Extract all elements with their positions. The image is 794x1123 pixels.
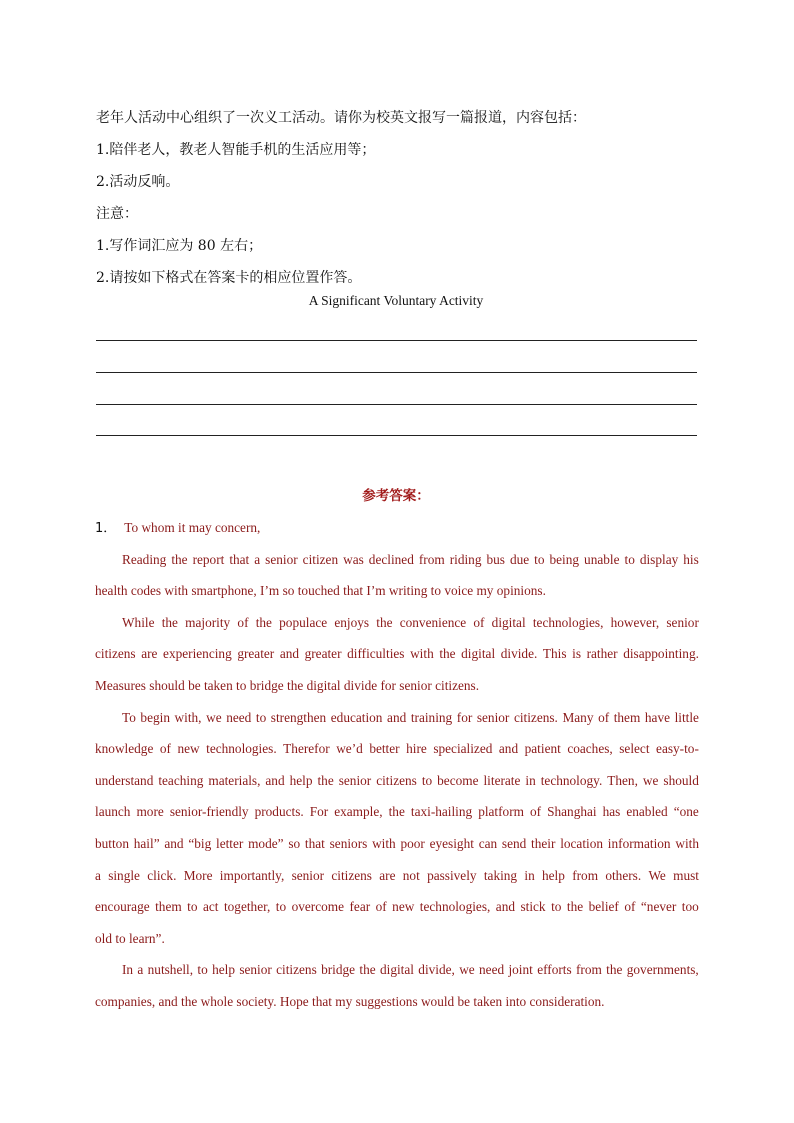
answer-line: a single click. More importantly, senior citizens are not passively taking in help from others. We must	[95, 867, 699, 883]
task-point-2: 2.活动反响。	[96, 174, 180, 190]
question-number: 1．	[95, 521, 117, 536]
reference-answer-heading: 参考答案：	[362, 488, 430, 504]
answer-line: citizens are experiencing greater and greater difficulties with the digital divide. This is rather disappointing.	[95, 646, 699, 662]
note-1: 1.写作词汇应为 80 左右；	[96, 238, 263, 254]
answer-line: companies, and the whole society. Hope that my suggestions would be taken into consideration.	[95, 993, 605, 1009]
salutation: To whom it may concern,	[124, 520, 261, 535]
task-prompt: 老年人活动中心组织了一次义工活动。请你为校英文报写一篇报道，内容包括：	[96, 110, 586, 126]
task-point-1: 1.陪伴老人，教老人智能手机的生活应用等；	[96, 142, 376, 158]
answer-line: knowledge of new technologies. Therefor we’d better hire specialized and patient coaches, select easy-to-	[95, 741, 699, 757]
answer-writing-line	[96, 435, 697, 436]
answer-line: Measures should be taken to bridge the digital divide for senior citizens.	[95, 677, 480, 693]
answer-writing-line	[96, 340, 697, 341]
answer-line: health codes with smartphone, I’m so touched that I’m writing to voice my opinions.	[95, 583, 546, 599]
writing-task	[96, 102, 700, 294]
answer-line: old to learn”.	[95, 930, 165, 946]
reference-answer	[95, 512, 699, 1018]
answer-line: encourage them to act together, to overcome fear of new technologies, and stick to the belief of “never too	[95, 899, 699, 915]
answer-line: launch more senior-friendly products. For example, the taxi-hailing platform of Shanghai has enabled “one	[95, 804, 699, 820]
answer-line: To begin with, we need to strengthen education and training for senior citizens. Many of them have little	[122, 709, 699, 725]
answer-salutation-line	[95, 512, 699, 544]
note-label: 注意：	[96, 206, 138, 222]
answer-line: In a nutshell, to help senior citizens bridge the digital divide, we need joint efforts from the governments,	[122, 962, 699, 978]
answer-line: While the majority of the populace enjoys the convenience of digital technologies, however, senior	[122, 614, 699, 630]
answer-writing-line	[96, 404, 697, 405]
answer-line: Reading the report that a senior citizen was declined from riding bus due to being unable to display his	[122, 551, 699, 567]
note-2: 2.请按如下格式在答案卡的相应位置作答。	[96, 270, 362, 286]
answer-writing-line	[96, 372, 697, 373]
answer-line: understand teaching materials, and help the senior citizens to become literate in technology. Then, we should	[95, 772, 699, 788]
answer-line: button hail” and “big letter mode” so that seniors with poor eyesight can send their location information with	[95, 835, 699, 851]
essay-title: A Significant Voluntary Activity	[308, 293, 484, 308]
